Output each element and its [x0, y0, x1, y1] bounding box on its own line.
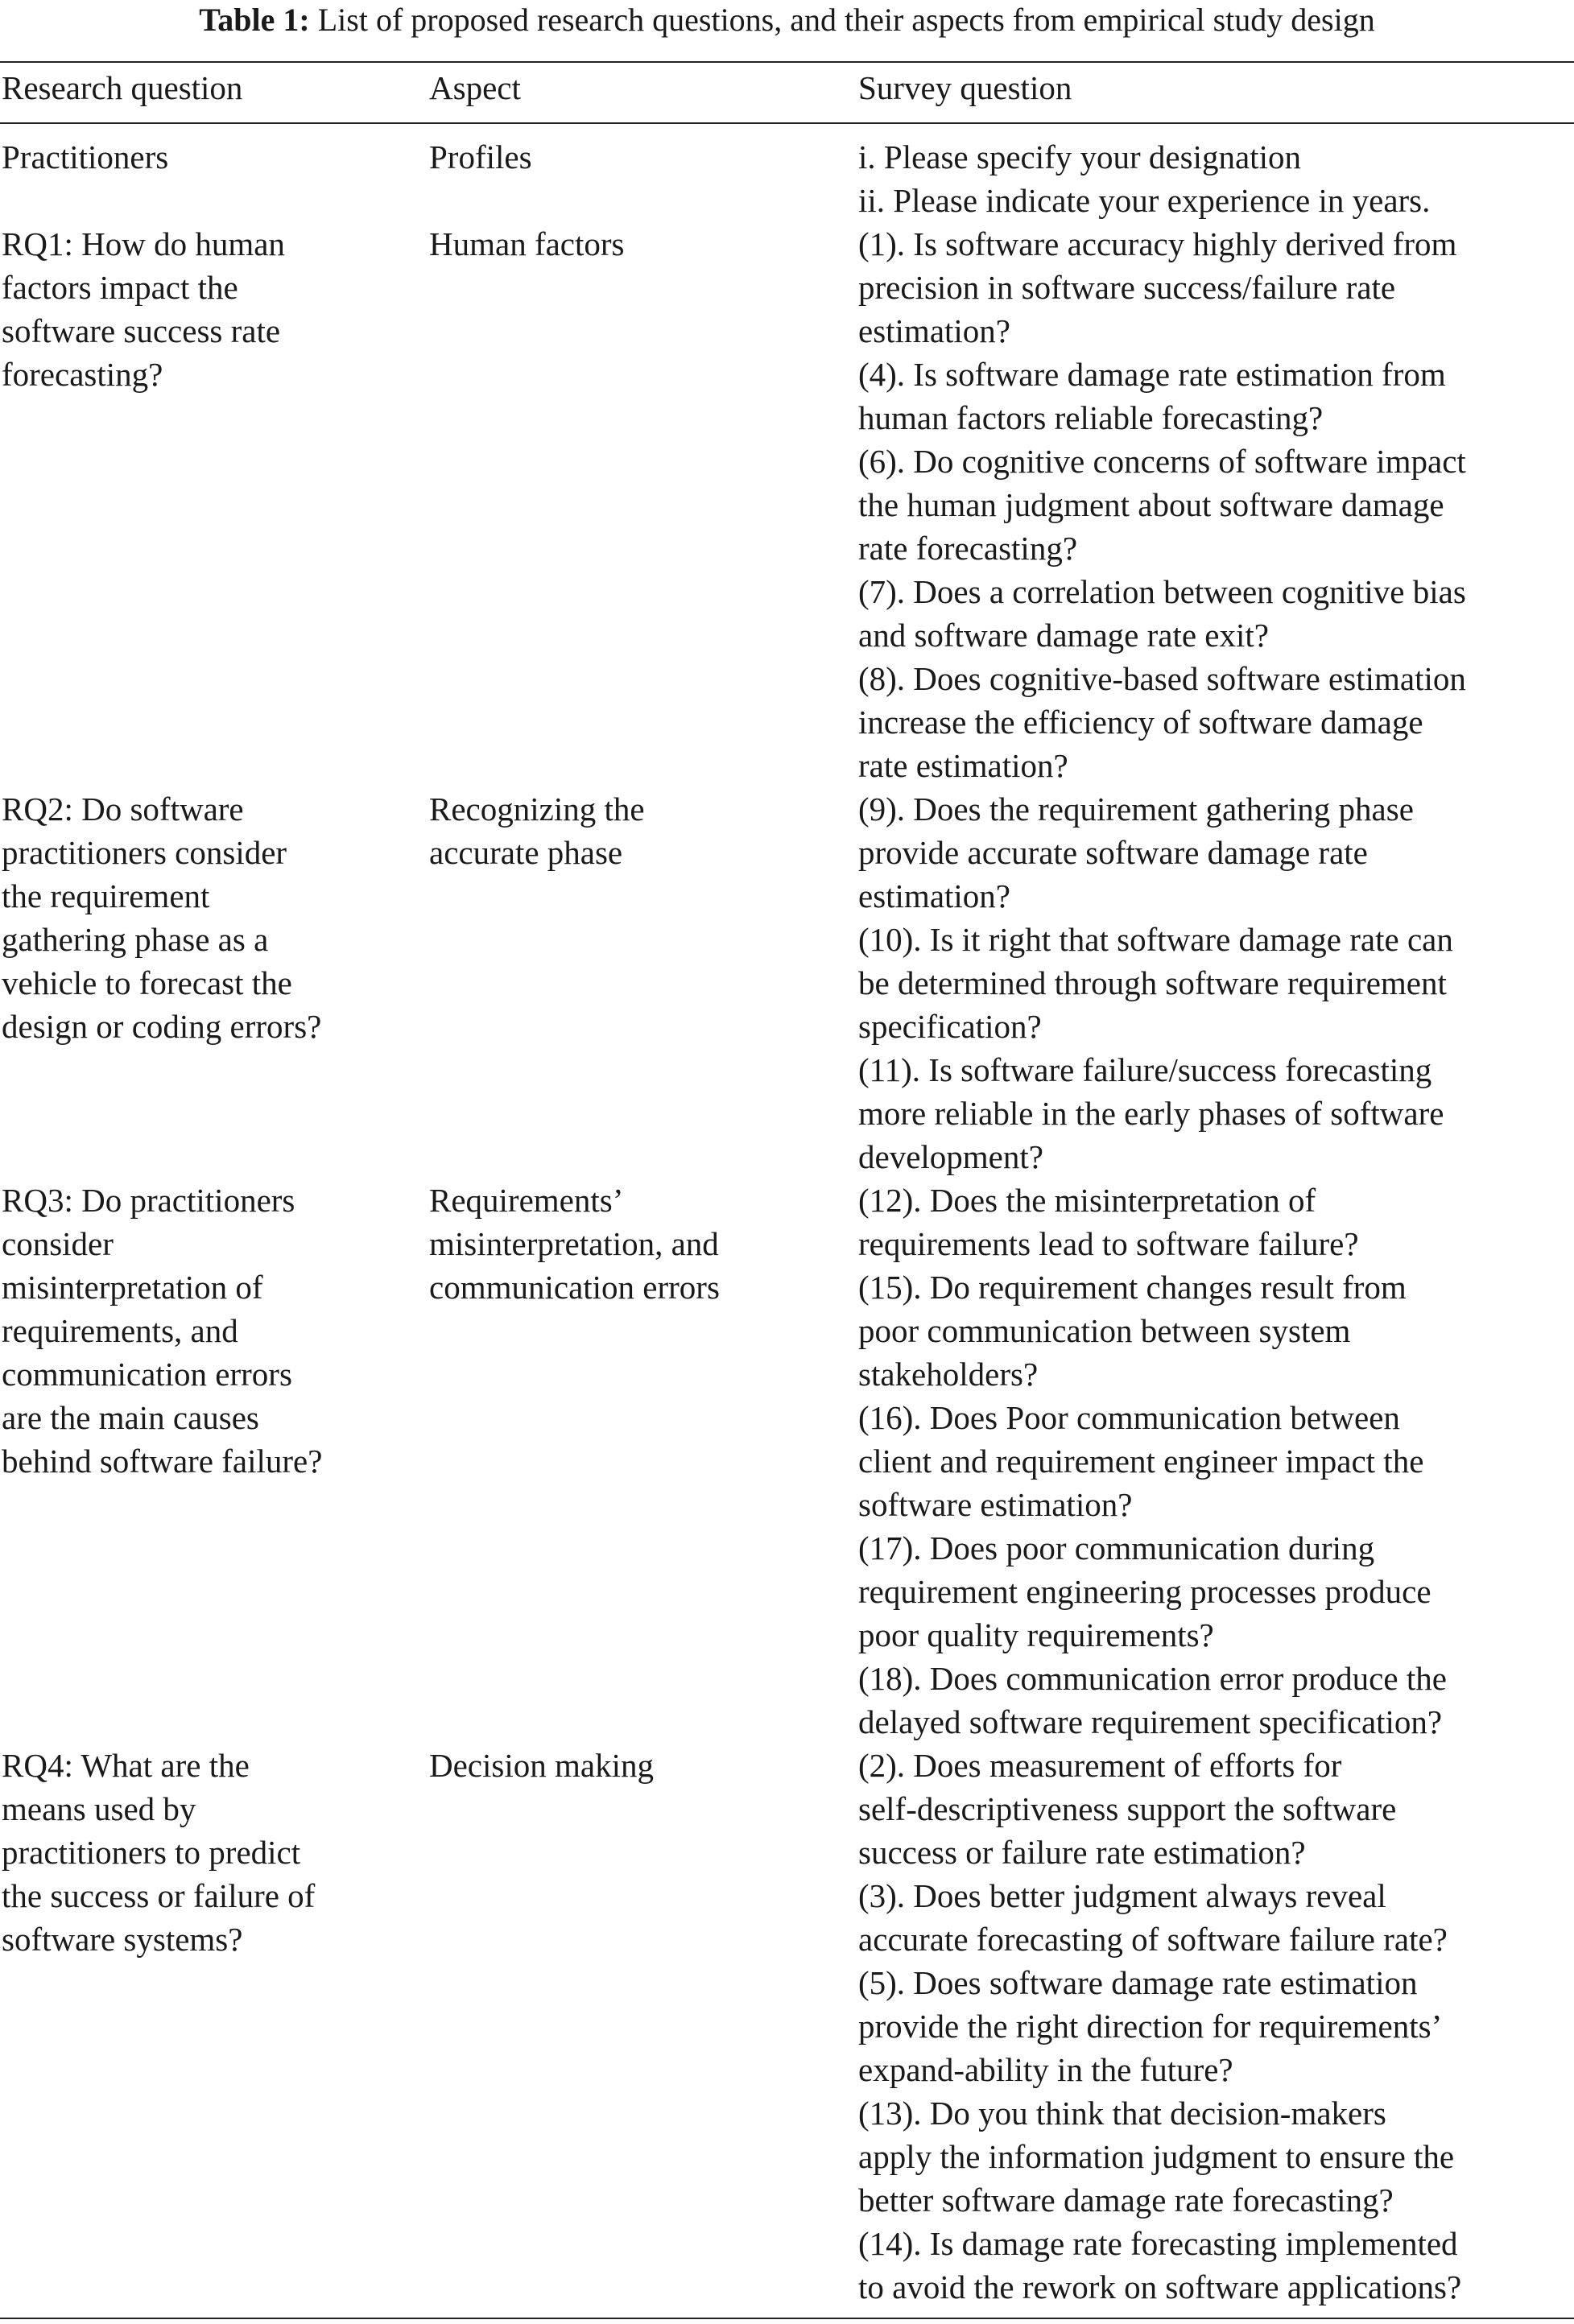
survey-question [858, 787, 1571, 918]
research-question-line: means used by [2, 1790, 196, 1827]
survey-question-line: and software damage rate exit? [858, 617, 1269, 654]
table-top-rule [0, 61, 1574, 63]
table-row [0, 1744, 1574, 2309]
research-question-line: gathering phase as a [2, 921, 269, 958]
research-question-line: RQ2: Do software [2, 790, 244, 828]
survey-question-line: client and requirement engineer impact the [858, 1443, 1424, 1480]
survey-question-line: delayed software requirement specification? [858, 1703, 1443, 1740]
survey-question [858, 570, 1571, 657]
aspect-line: misinterpretation, and [429, 1225, 719, 1262]
research-question-line: misinterpretation of [2, 1269, 263, 1306]
survey-question [858, 1048, 1571, 1179]
survey-question-line: (18). Does communication error produce the [858, 1660, 1447, 1697]
research-question-line: requirements, and [2, 1312, 238, 1349]
survey-question-line: success or failure rate estimation? [858, 1834, 1306, 1871]
research-question-line: Practitioners [2, 138, 169, 175]
survey-question-line: (7). Does a correlation between cognitive bias [858, 573, 1466, 610]
survey-question [858, 353, 1571, 440]
aspect-cell [429, 787, 858, 1179]
table-row [0, 1179, 1574, 1744]
survey-question-line: accurate forecasting of software failure rate? [858, 1921, 1448, 1958]
survey-question-line: requirement engineering processes produce [858, 1573, 1431, 1610]
table-row [0, 222, 1574, 787]
research-question-line: practitioners consider [2, 834, 287, 871]
survey-question-line: (3). Does better judgment always reveal [858, 1877, 1386, 1914]
survey-question-line: to avoid the rework on software applications? [858, 2268, 1462, 2305]
header-aspect: Aspect [429, 69, 521, 106]
survey-question-line: apply the information judgment to ensure the [858, 2138, 1455, 2175]
survey-question [858, 2091, 1571, 2222]
research-question-line: factors impact the [2, 269, 238, 306]
survey-question-line: (2). Does measurement of efforts for [858, 1747, 1342, 1784]
research-question-cell [0, 222, 429, 787]
survey-question-line: specification? [858, 1008, 1042, 1045]
survey-question-line: (12). Does the misinterpretation of [858, 1182, 1316, 1219]
survey-question-line: provide accurate software damage rate [858, 834, 1368, 871]
survey-question-line: be determined through software requirement [858, 964, 1447, 1001]
survey-question-line: (9). Does the requirement gathering phase [858, 790, 1414, 828]
survey-question [858, 1744, 1571, 1874]
header-survey-question: Survey question [858, 69, 1072, 106]
survey-question [858, 918, 1571, 1048]
table-bottom-rule [0, 2318, 1574, 2319]
survey-question-line: (1). Is software accuracy highly derived from [858, 225, 1457, 262]
table-caption-label: Table 1: [199, 2, 310, 38]
survey-question-line: self-descriptiveness support the software [858, 1790, 1397, 1827]
survey-question-line: more reliable in the early phases of software [858, 1095, 1444, 1132]
survey-question-line: human factors reliable forecasting? [858, 399, 1324, 436]
survey-question-line: (4). Is software damage rate estimation from [858, 356, 1446, 393]
survey-question-line: estimation? [858, 312, 1011, 349]
survey-question-line: i. Please specify your designation [858, 138, 1301, 175]
survey-question-line: (16). Does Poor communication between [858, 1399, 1400, 1436]
aspect-line: Recognizing the [429, 790, 645, 828]
research-question-line: software success rate [2, 312, 281, 349]
research-question-line: are the main causes [2, 1399, 259, 1436]
survey-question [858, 1396, 1571, 1526]
survey-question-line: software estimation? [858, 1486, 1133, 1523]
aspect-line: Human factors [429, 225, 625, 262]
survey-question-line: the human judgment about software damage [858, 486, 1444, 523]
research-question-line: design or coding errors? [2, 1008, 322, 1045]
aspect-line: Decision making [429, 1747, 654, 1784]
aspect-cell [429, 135, 858, 222]
survey-question [858, 657, 1571, 787]
survey-question-line: ii. Please indicate your experience in years. [858, 182, 1431, 219]
header-research-question: Research question [2, 69, 243, 106]
research-question-line: software systems? [2, 1921, 243, 1958]
survey-question-cell [858, 787, 1574, 1179]
survey-question [858, 1874, 1571, 1961]
aspect-line: communication errors [429, 1269, 720, 1306]
table-caption [0, 0, 1574, 40]
survey-question [858, 1657, 1571, 1744]
survey-question-line: estimation? [858, 877, 1011, 914]
survey-question-line: (13). Do you think that decision-makers [858, 2095, 1386, 2132]
survey-question [858, 135, 1571, 179]
research-question-line: vehicle to forecast the [2, 964, 292, 1001]
research-question-line: practitioners to predict [2, 1834, 301, 1871]
survey-question-line: better software damage rate forecasting? [858, 2182, 1394, 2219]
research-question-line: communication errors [2, 1356, 292, 1393]
aspect-cell [429, 1744, 858, 2309]
survey-question-cell [858, 135, 1574, 222]
research-question-line: consider [2, 1225, 114, 1262]
research-question-line: RQ3: Do practitioners [2, 1182, 295, 1219]
research-question-cell [0, 135, 429, 222]
survey-question [858, 440, 1571, 570]
table-row [0, 787, 1574, 1179]
survey-question [858, 179, 1571, 222]
aspect-line: Requirements’ [429, 1182, 624, 1219]
aspect-line: accurate phase [429, 834, 623, 871]
survey-question [858, 222, 1571, 353]
aspect-cell [429, 222, 858, 787]
survey-question-line: poor communication between system [858, 1312, 1351, 1349]
research-question-line: the success or failure of [2, 1877, 316, 1914]
table-header-row [0, 66, 1574, 119]
table-body [0, 135, 1574, 2309]
survey-question-line: (5). Does software damage rate estimation [858, 1964, 1418, 2001]
survey-question-line: (14). Is damage rate forecasting implemented [858, 2225, 1458, 2262]
survey-question-line: rate forecasting? [858, 530, 1078, 567]
aspect-line: Profiles [429, 138, 532, 175]
research-question-cell [0, 1744, 429, 2309]
survey-question-line: stakeholders? [858, 1356, 1039, 1393]
research-question-cell [0, 1179, 429, 1744]
table-header-rule [0, 122, 1574, 124]
survey-question-line: (17). Does poor communication during [858, 1529, 1375, 1567]
aspect-cell [429, 1179, 858, 1744]
research-question-line: behind software failure? [2, 1443, 323, 1480]
research-question-cell [0, 787, 429, 1179]
survey-question-line: (15). Do requirement changes result from [858, 1269, 1407, 1306]
survey-question-line: requirements lead to software failure? [858, 1225, 1359, 1262]
survey-question [858, 1179, 1571, 1265]
research-question-line: the requirement [2, 877, 210, 914]
research-question-line: RQ1: How do human [2, 225, 285, 262]
survey-question-cell [858, 1179, 1574, 1744]
research-question-line: RQ4: What are the [2, 1747, 250, 1784]
survey-question-line: (6). Do cognitive concerns of software impact [858, 443, 1466, 480]
survey-question-line: increase the efficiency of software damage [858, 704, 1423, 741]
survey-question-line: poor quality requirements? [858, 1616, 1214, 1653]
survey-question-line: (10). Is it right that software damage rate can [858, 921, 1453, 958]
survey-question [858, 1526, 1571, 1657]
survey-question-line: (11). Is software failure/success forecasting [858, 1051, 1432, 1088]
research-question-line: forecasting? [2, 356, 163, 393]
table-caption-text: List of proposed research questions, and their aspects from empirical study design [317, 2, 1375, 38]
survey-question [858, 1961, 1571, 2091]
survey-question-line: rate estimation? [858, 747, 1068, 784]
survey-question [858, 1265, 1571, 1396]
survey-question-cell [858, 1744, 1574, 2309]
survey-question-line: (8). Does cognitive-based software estimation [858, 660, 1466, 697]
survey-question-line: precision in software success/failure rate [858, 269, 1396, 306]
survey-question [858, 2222, 1571, 2309]
survey-question-line: provide the right direction for requirements’ [858, 2008, 1443, 2045]
survey-question-line: expand-ability in the future? [858, 2051, 1233, 2088]
survey-question-line: development? [858, 1138, 1043, 1175]
table-row [0, 135, 1574, 222]
survey-question-cell [858, 222, 1574, 787]
